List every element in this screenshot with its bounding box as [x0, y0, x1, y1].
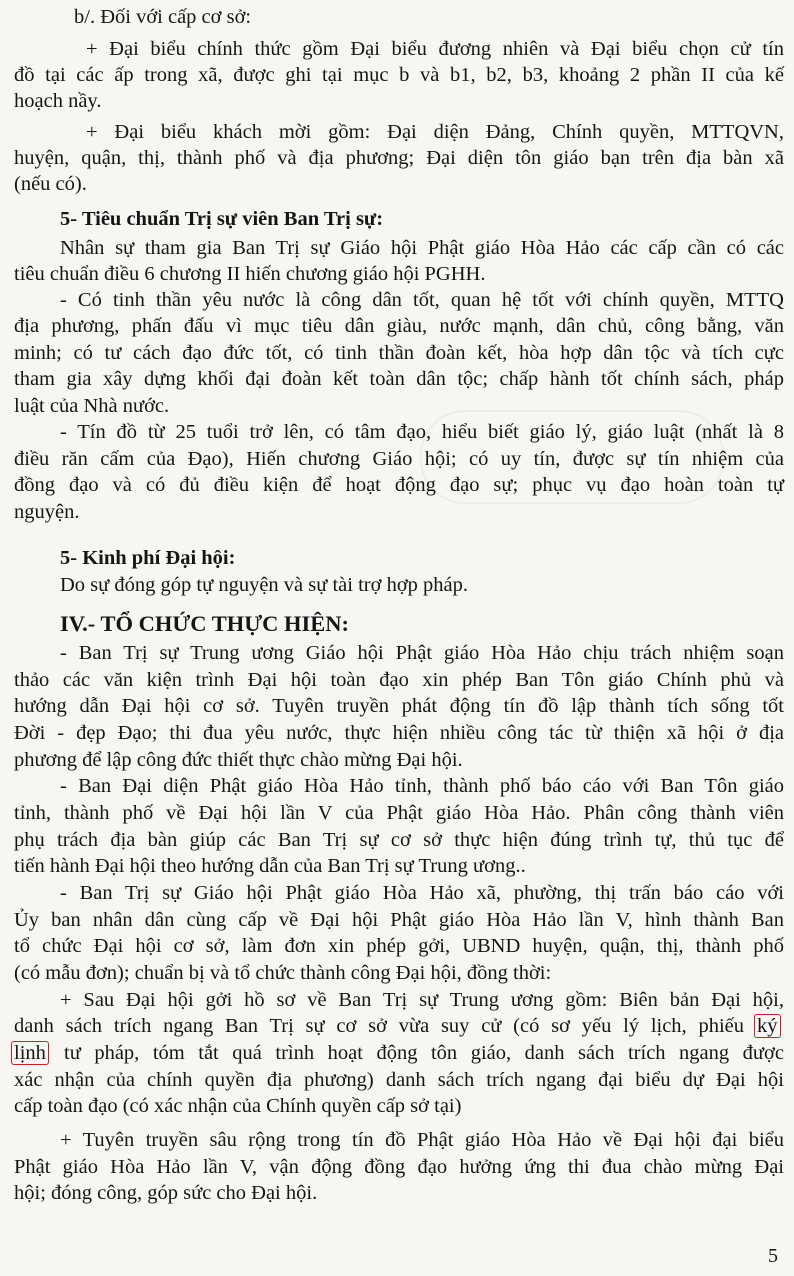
paragraph-line: phương để lập công đức thiết thực chào mừng Đại hội. — [14, 749, 463, 771]
paragraph-line: - Ban Trị sự Giáo hội Phật giáo Hòa Hảo xã, phường, thị trấn báo cáo với — [60, 882, 784, 904]
chapter-heading: IV.- TỔ CHỨC THỰC HIỆN: — [60, 611, 349, 636]
paragraph-line: tổ chức Đại hội cơ sở, làm đơn xin phép gởi, UBND huyện, quận, thị, thành phố — [14, 935, 784, 957]
paragraph-line: Phật giáo Hòa Hảo lần V, vận động đồng đạo hưởng ứng thi đua chào mừng Đại — [14, 1156, 784, 1178]
paragraph-line: đồng đạo và có đủ điều kiện để hoạt động đạo sự; phục vụ đạo hoàn toàn tự — [14, 474, 784, 496]
paragraph-line: + Tuyên truyền sâu rộng trong tín đồ Phật giáo Hòa Hảo về Đại hội đại biểu — [60, 1129, 784, 1151]
section-heading: 5- Kinh phí Đại hội: — [60, 547, 236, 569]
paragraph-line: - Ban Trị sự Trung ương Giáo hội Phật giáo Hòa Hảo chịu trách nhiệm soạn — [60, 642, 784, 664]
paragraph-line: luật của Nhà nước. — [14, 395, 170, 417]
paragraph-line: + Sau Đại hội gởi hồ sơ về Ban Trị sự Trung ương gồm: Biên bản Đại hội, — [60, 989, 784, 1011]
paragraph-line: Đời - đẹp Đạo; thi đua yêu nước, thực hiện nhiều công tác từ thiện xã hội ở địa — [14, 722, 784, 744]
paragraph-line: (nếu có). — [14, 173, 87, 195]
paragraph-line: + Đại biểu chính thức gồm Đại biểu đương nhiên và Đại biểu chọn cử tín — [86, 38, 784, 60]
highlighted-word — [757, 1013, 778, 1039]
paragraph-line: tiêu chuẩn điều 6 chương II hiến chương giáo hội PGHH. — [14, 263, 486, 285]
highlighted-word — [14, 1040, 46, 1066]
paragraph-line: Nhân sự tham gia Ban Trị sự Giáo hội Phật giáo Hòa Hảo các cấp cần có các — [60, 237, 784, 259]
paragraph-line: hoạch nầy. — [14, 90, 102, 112]
paragraph-line: cấp toàn đạo (có xác nhận của Chính quyền cấp sở tại) — [14, 1095, 462, 1117]
paragraph-line: nguyện. — [14, 501, 80, 523]
paragraph-line: hướng dẫn Đại hội cơ sở. Tuyên truyền phát động tín đồ lập thành tích sống tốt — [14, 695, 784, 717]
paragraph-line: hội; đóng công, góp sức cho Đại hội. — [14, 1182, 318, 1204]
paragraph-line: tỉnh, thành phố về Đại hội lần V của Phật giáo Hòa Hảo. Phân công thành viên — [14, 802, 784, 824]
page-number-value: 5 — [768, 1245, 778, 1267]
paragraph-line: danh sách trích ngang Ban Trị sự cơ sở vừa suy cử (có sơ yếu lý lịch, phiếu — [14, 1015, 744, 1037]
page-number — [768, 1244, 778, 1268]
paragraph-line: - Ban Đại diện Phật giáo Hòa Hảo tỉnh, thành phố báo cáo với Ban Tôn giáo — [60, 775, 784, 797]
section-heading: 5- Tiêu chuẩn Trị sự viên Ban Trị sự: — [60, 208, 384, 230]
paragraph-line: - Tín đồ từ 25 tuổi trở lên, có tâm đạo, hiểu biết giáo lý, giáo luật (nhất là 8 — [60, 421, 784, 443]
red-annotation-box: ký — [754, 1014, 781, 1038]
paragraph-line: điều răn cấm của Đạo), Hiến chương Giáo hội; có uy tín, được sự tín nhiệm của — [14, 448, 784, 470]
paragraph-line: thảo các văn kiện trình Đại hội toàn đạo xin phép Ban Tôn giáo Chính phủ và — [14, 669, 784, 691]
paragraph-line: tiến hành Đại hội theo hướng dẫn của Ban Trị sự Trung ương.. — [14, 855, 526, 877]
paragraph-line: huyện, quận, thị, thành phố và địa phương; Đại diện tôn giáo bạn trên địa bàn xã — [14, 147, 784, 169]
paragraph-line: - Có tinh thần yêu nước là công dân tốt, quan hệ tốt với chính quyền, MTTQ — [60, 289, 784, 311]
paragraph-line: minh; có tư cách đạo đức tốt, có tinh thần đoàn kết, hòa hợp dân tộc và tích cực — [14, 342, 784, 364]
paragraph-line: phụ trách địa bàn giúp các Ban Trị sự cơ sở thực hiện đúng trình tự, thủ tục để — [14, 829, 784, 851]
section-b-heading: b/. Đối với cấp cơ sở: — [74, 6, 252, 28]
paragraph-line: đồ tại các ấp trong xã, được ghi tại mục b và b1, b2, b3, khoảng 2 phần II của kế — [14, 64, 784, 86]
paragraph-line: Ủy ban nhân dân cùng cấp về Đại hội Phật giáo Hòa Hảo lần V, hình thành Ban — [14, 909, 784, 931]
paragraph-line: xác nhận của chính quyền địa phương) danh sách trích ngang đại biểu dự Đại hội — [14, 1069, 784, 1091]
paragraph-line: địa phương, phấn đấu vì mục tiêu dân giàu, nước mạnh, dân chủ, công bằng, văn — [14, 315, 784, 337]
red-annotation-box: lịnh — [11, 1041, 49, 1065]
paragraph-line: Do sự đóng góp tự nguyện và sự tài trợ hợp pháp. — [60, 574, 469, 596]
paragraph-line: tham gia xây dựng khối đại đoàn kết toàn dân tộc; chấp hành tốt chính sách, pháp — [14, 368, 784, 390]
paragraph-line: tư pháp, tóm tắt quá trình hoạt động tôn giáo, danh sách trích ngang được — [64, 1042, 784, 1064]
paragraph-line: (có mẫu đơn); chuẩn bị và tổ chức thành công Đại hội, đồng thời: — [14, 962, 552, 984]
paragraph-line: + Đại biểu khách mời gồm: Đại diện Đảng, Chính quyền, MTTQVN, — [86, 121, 784, 143]
